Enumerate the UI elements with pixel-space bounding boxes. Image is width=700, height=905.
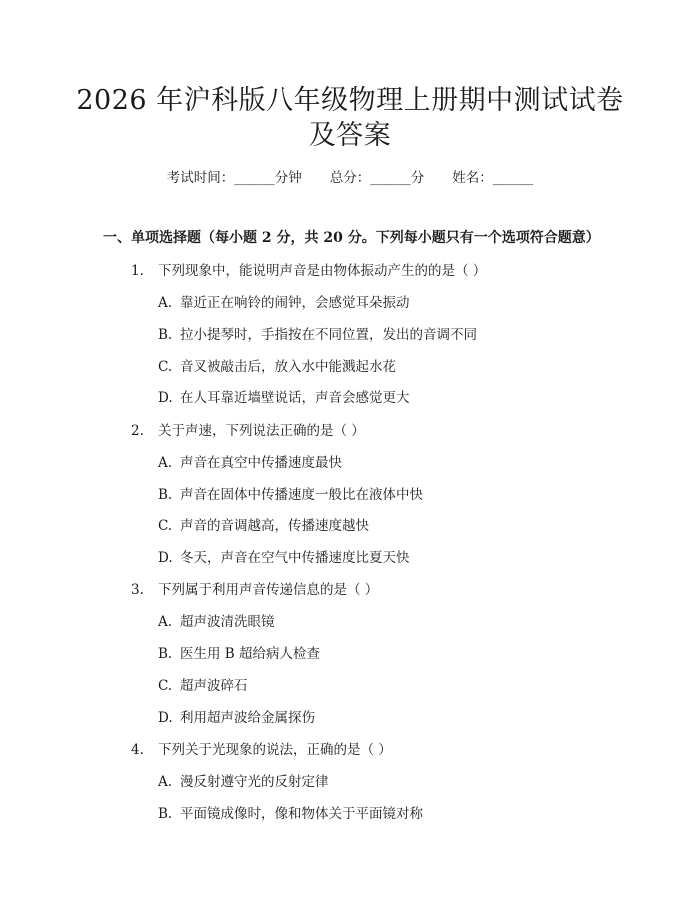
option-letter: C.	[158, 359, 173, 375]
answer-option	[158, 453, 342, 473]
answer-option	[158, 325, 477, 345]
option-letter: A.	[158, 614, 173, 630]
exam-title-line-2: 及答案	[308, 120, 392, 151]
option-text: 拉小提琴时，手指按在不同位置，发出的音调不同	[180, 327, 477, 343]
section-heading-single-choice: 一、单项选择题（每小题 2 分，共 20 分。下列每小题只有一个选项符合题意）	[103, 230, 600, 246]
question-text: 下列属于利用声音传递信息的是（ ）	[158, 582, 379, 598]
option-letter: D.	[158, 390, 173, 406]
option-letter: A.	[158, 295, 173, 311]
answer-option	[158, 388, 410, 408]
option-letter: B.	[158, 487, 173, 503]
option-text: 声音在真空中传播速度最快	[180, 455, 342, 471]
option-text: 靠近正在响铃的闹钟，会感觉耳朵振动	[180, 295, 410, 311]
answer-option	[158, 708, 315, 728]
exam-meta-line	[0, 169, 700, 187]
option-letter: C.	[158, 678, 173, 694]
answer-option	[158, 772, 329, 792]
option-letter: D.	[158, 710, 173, 726]
question-text: 下列关于光现象的说法，正确的是（ ）	[158, 742, 392, 758]
option-letter: B.	[158, 327, 173, 343]
question-text: 下列现象中，能说明声音是由物体振动产生的的是（ ）	[158, 263, 487, 279]
option-text: 在人耳靠近墙壁说话，声音会感觉更大	[180, 390, 410, 406]
answer-option	[158, 804, 423, 824]
answer-option	[158, 548, 410, 568]
option-letter: A.	[158, 455, 173, 471]
option-letter: B.	[158, 806, 173, 822]
option-letter: D.	[158, 550, 173, 566]
answer-option	[158, 644, 320, 664]
option-text: 漫反射遵守光的反射定律	[180, 774, 329, 790]
question-number: 4.	[131, 742, 144, 758]
option-text: 超声波碎石	[180, 678, 248, 694]
option-text: 声音在固体中传播速度一般比在液体中快	[180, 487, 423, 503]
option-text: 冬天，声音在空气中传播速度比夏天快	[180, 550, 410, 566]
answer-option	[158, 612, 275, 632]
question-stem	[131, 421, 365, 441]
question-number: 2.	[131, 423, 144, 439]
option-text: 平面镜成像时，像和物体关于平面镜对称	[180, 806, 423, 822]
exam-title-line-1: 2026 年沪科版八年级物理上册期中测试试卷	[76, 85, 624, 116]
option-text: 医生用 B 超给病人检查	[180, 646, 321, 662]
question-number: 1.	[131, 263, 144, 279]
option-letter: B.	[158, 646, 173, 662]
question-stem	[131, 580, 378, 600]
answer-option	[158, 676, 248, 696]
student-name-field: 姓名：______	[452, 170, 534, 186]
answer-option	[158, 485, 423, 505]
answer-option	[158, 357, 396, 377]
option-letter: A.	[158, 774, 173, 790]
total-score-field: 总分：______分	[329, 170, 425, 186]
answer-option	[158, 293, 410, 313]
question-text: 关于声速，下列说法正确的是（ ）	[158, 423, 365, 439]
option-text: 超声波清洗眼镜	[180, 614, 275, 630]
answer-option	[158, 516, 369, 536]
question-stem	[131, 740, 392, 760]
option-letter: C.	[158, 518, 173, 534]
exam-time-field: 考试时间：______分钟	[166, 170, 302, 186]
option-text: 音叉被敲击后，放入水中能溅起水花	[180, 359, 396, 375]
question-stem	[131, 261, 486, 281]
question-number: 3.	[131, 582, 144, 598]
option-text: 利用超声波给金属探伤	[180, 710, 315, 726]
option-text: 声音的音调越高，传播速度越快	[180, 518, 369, 534]
